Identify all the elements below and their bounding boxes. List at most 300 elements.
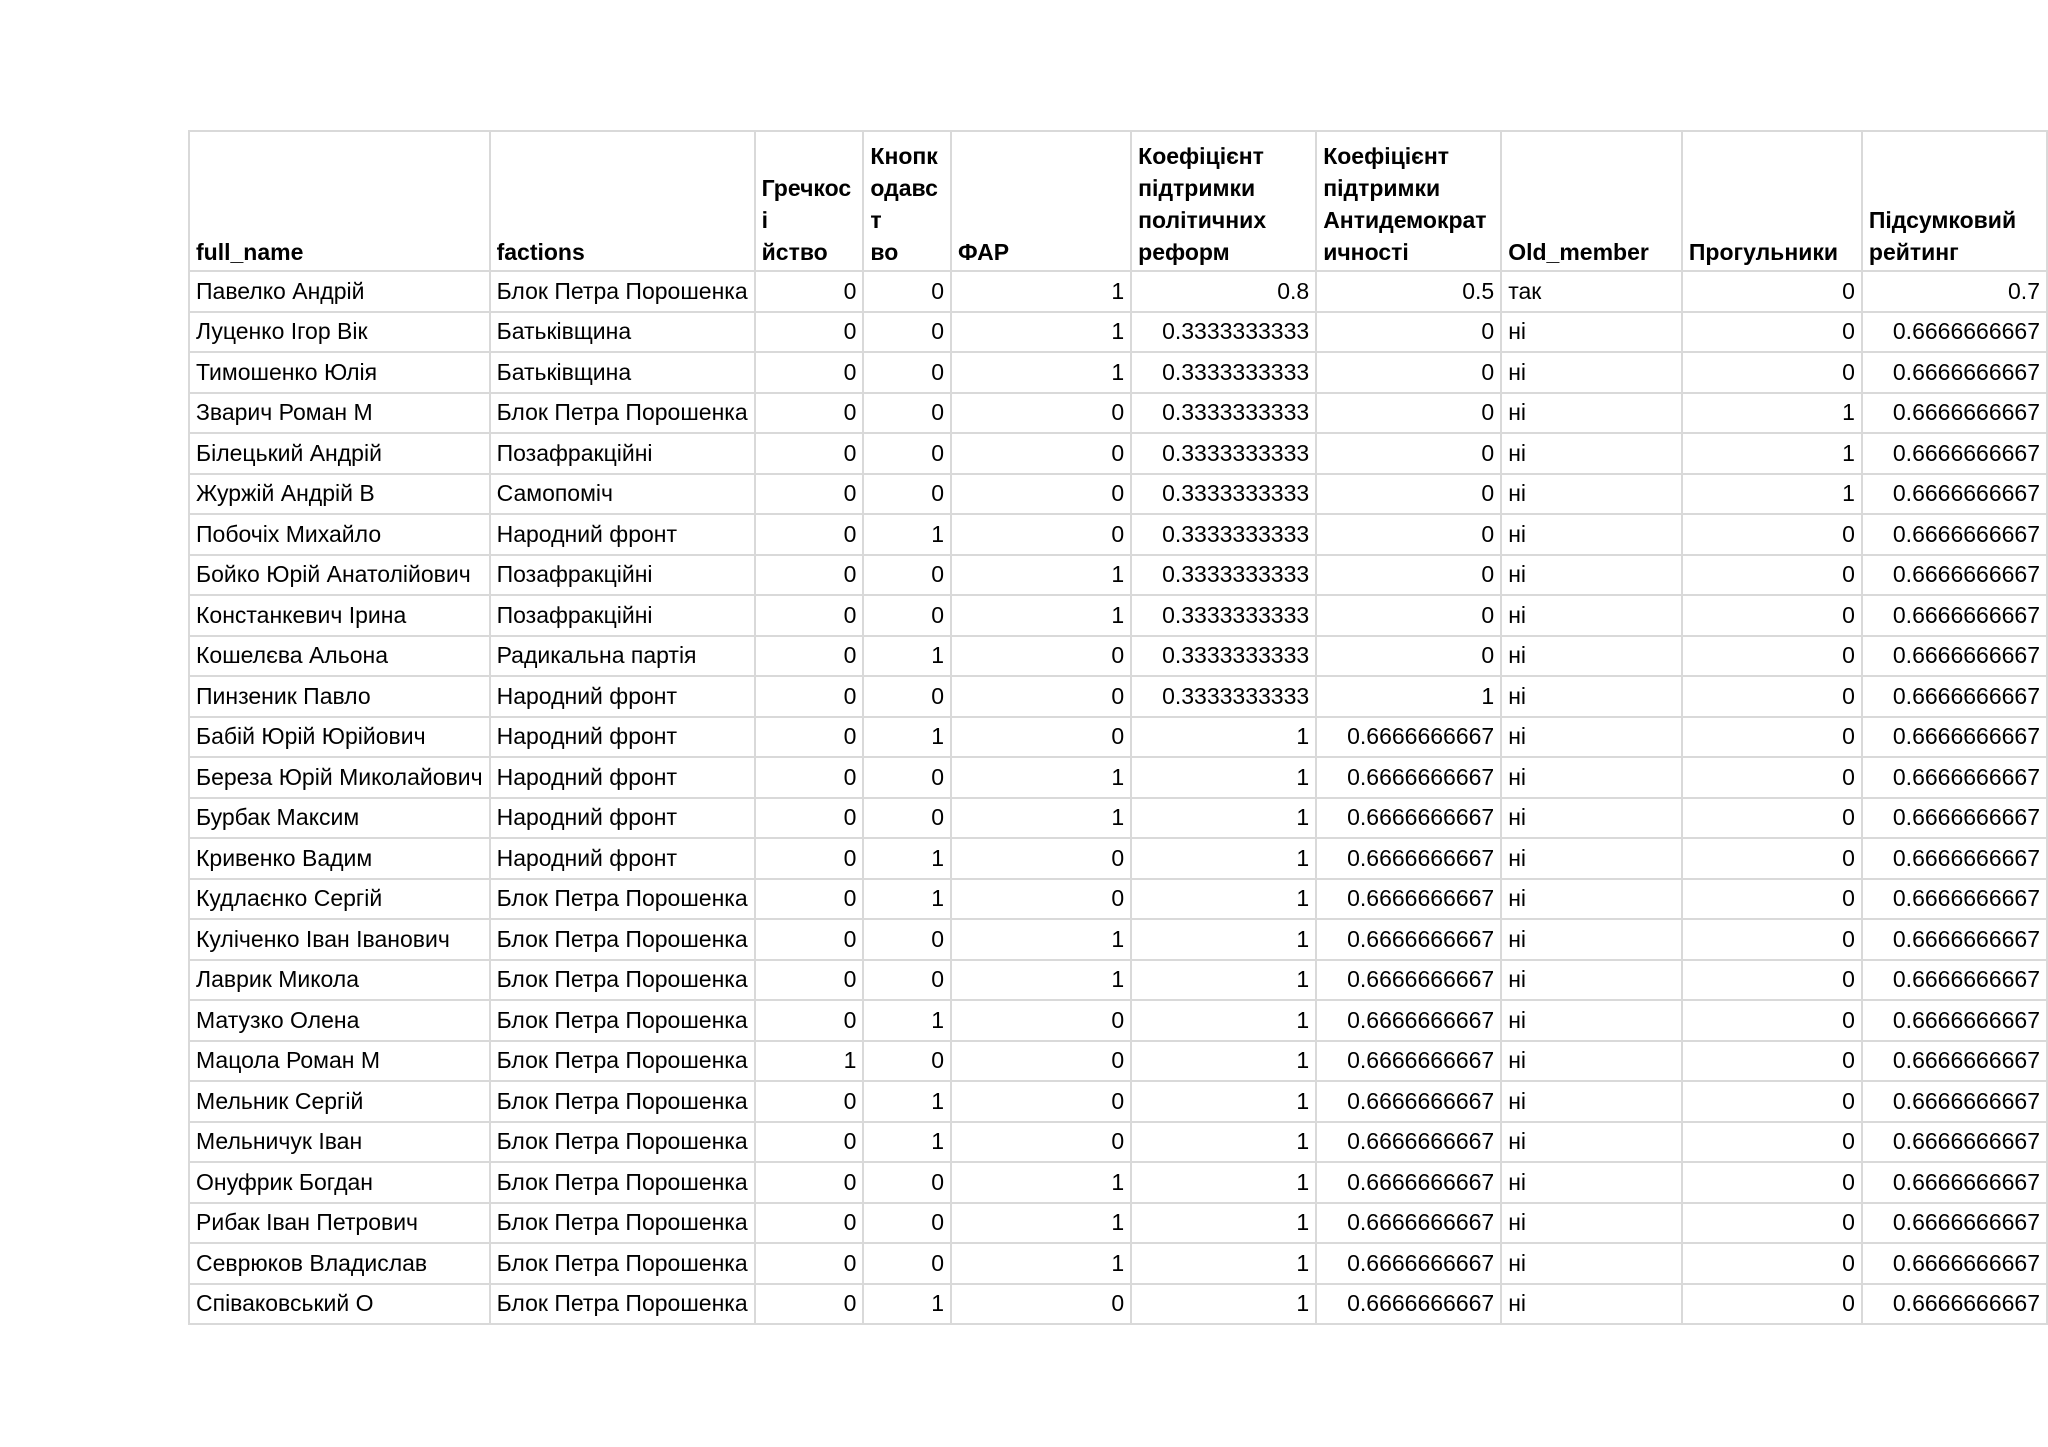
cell-reform-support[interactable]: 1 xyxy=(1131,960,1316,1001)
cell-final-rating[interactable]: 0.6666666667 xyxy=(1862,1203,2047,1244)
cell-reform-support[interactable]: 1 xyxy=(1131,1284,1316,1325)
cell-antidemocracy[interactable]: 0.6666666667 xyxy=(1316,879,1501,920)
cell-grechkosiystvo[interactable]: 0 xyxy=(755,474,864,515)
header-knopkodavstvo[interactable] xyxy=(863,131,951,271)
cell-antidemocracy[interactable]: 0.6666666667 xyxy=(1316,757,1501,798)
cell-knopkodavstvo[interactable]: 1 xyxy=(863,1122,951,1163)
cell-faction[interactable]: Блок Петра Порошенка xyxy=(490,1000,755,1041)
cell-far[interactable]: 1 xyxy=(951,1203,1131,1244)
cell-antidemocracy[interactable]: 0 xyxy=(1316,352,1501,393)
cell-reform-support[interactable]: 0.3333333333 xyxy=(1131,514,1316,555)
cell-absentees[interactable]: 0 xyxy=(1682,919,1862,960)
cell-far[interactable]: 0 xyxy=(951,474,1131,515)
cell-reform-support[interactable]: 0.3333333333 xyxy=(1131,312,1316,353)
cell-antidemocracy[interactable]: 0 xyxy=(1316,393,1501,434)
header-line: Гречкосі xyxy=(761,175,852,233)
cell-final-rating[interactable]: 0.6666666667 xyxy=(1862,312,2047,353)
cell-final-rating[interactable]: 0.6666666667 xyxy=(1862,1000,2047,1041)
cell-reform-support[interactable]: 1 xyxy=(1131,1162,1316,1203)
header-full-name[interactable] xyxy=(189,131,490,271)
cell-antidemocracy[interactable]: 0.6666666667 xyxy=(1316,798,1501,839)
cell-old-member[interactable]: ні xyxy=(1501,352,1682,393)
cell-full-name[interactable]: Лаврик Микола xyxy=(189,960,490,1001)
table-body xyxy=(189,271,2047,1324)
cell-final-rating[interactable]: 0.6666666667 xyxy=(1862,676,2047,717)
cell-old-member[interactable]: ні xyxy=(1501,514,1682,555)
cell-antidemocracy[interactable]: 0.6666666667 xyxy=(1316,1081,1501,1122)
cell-grechkosiystvo[interactable]: 0 xyxy=(755,555,864,596)
cell-knopkodavstvo[interactable]: 1 xyxy=(863,636,951,677)
cell-far[interactable]: 1 xyxy=(951,352,1131,393)
cell-far[interactable]: 0 xyxy=(951,393,1131,434)
cell-far[interactable]: 0 xyxy=(951,1122,1131,1163)
cell-full-name[interactable]: Мельник Сергій xyxy=(189,1081,490,1122)
cell-absentees[interactable]: 0 xyxy=(1682,1162,1862,1203)
cell-old-member[interactable]: ні xyxy=(1501,757,1682,798)
cell-absentees[interactable]: 0 xyxy=(1682,1041,1862,1082)
cell-absentees[interactable]: 1 xyxy=(1682,474,1862,515)
cell-antidemocracy[interactable]: 0.6666666667 xyxy=(1316,1284,1501,1325)
cell-absentees[interactable]: 1 xyxy=(1682,433,1862,474)
cell-old-member[interactable]: ні xyxy=(1501,474,1682,515)
cell-faction[interactable]: Народний фронт xyxy=(490,757,755,798)
header-antidemocracy[interactable] xyxy=(1316,131,1501,271)
cell-far[interactable]: 0 xyxy=(951,838,1131,879)
cell-faction[interactable]: Блок Петра Порошенка xyxy=(490,393,755,434)
cell-final-rating[interactable]: 0.6666666667 xyxy=(1862,595,2047,636)
cell-far[interactable]: 0 xyxy=(951,717,1131,758)
cell-knopkodavstvo[interactable]: 0 xyxy=(863,595,951,636)
cell-faction[interactable]: Блок Петра Порошенка xyxy=(490,919,755,960)
cell-final-rating[interactable]: 0.6666666667 xyxy=(1862,919,2047,960)
cell-reform-support[interactable]: 1 xyxy=(1131,919,1316,960)
cell-final-rating[interactable]: 0.6666666667 xyxy=(1862,636,2047,677)
cell-knopkodavstvo[interactable]: 0 xyxy=(863,960,951,1001)
cell-reform-support[interactable]: 0.3333333333 xyxy=(1131,555,1316,596)
table-row xyxy=(189,1284,2047,1325)
header-line: одавст xyxy=(870,175,938,233)
cell-old-member[interactable]: ні xyxy=(1501,1243,1682,1284)
cell-old-member[interactable]: ні xyxy=(1501,1000,1682,1041)
cell-grechkosiystvo[interactable]: 0 xyxy=(755,757,864,798)
cell-far[interactable]: 1 xyxy=(951,595,1131,636)
cell-far[interactable]: 0 xyxy=(951,879,1131,920)
cell-old-member[interactable]: ні xyxy=(1501,676,1682,717)
cell-faction[interactable]: Блок Петра Порошенка xyxy=(490,1284,755,1325)
cell-knopkodavstvo[interactable]: 0 xyxy=(863,271,951,312)
cell-grechkosiystvo[interactable]: 0 xyxy=(755,1203,864,1244)
cell-final-rating[interactable]: 0.6666666667 xyxy=(1862,838,2047,879)
cell-final-rating[interactable]: 0.6666666667 xyxy=(1862,798,2047,839)
cell-reform-support[interactable]: 0.8 xyxy=(1131,271,1316,312)
cell-faction[interactable]: Блок Петра Порошенка xyxy=(490,1162,755,1203)
cell-full-name[interactable]: Тимошенко Юлія xyxy=(189,352,490,393)
cell-faction[interactable]: Народний фронт xyxy=(490,717,755,758)
cell-knopkodavstvo[interactable]: 0 xyxy=(863,1203,951,1244)
cell-full-name[interactable]: Матузко Олена xyxy=(189,1000,490,1041)
header-reform-support[interactable] xyxy=(1131,131,1316,271)
cell-absentees[interactable]: 0 xyxy=(1682,838,1862,879)
cell-full-name[interactable]: Констанкевич Ірина xyxy=(189,595,490,636)
cell-absentees[interactable]: 0 xyxy=(1682,514,1862,555)
table-row xyxy=(189,555,2047,596)
cell-knopkodavstvo[interactable]: 0 xyxy=(863,757,951,798)
cell-faction[interactable]: Позафракційні xyxy=(490,555,755,596)
cell-grechkosiystvo[interactable]: 0 xyxy=(755,960,864,1001)
cell-old-member[interactable]: ні xyxy=(1501,960,1682,1001)
cell-far[interactable]: 0 xyxy=(951,1081,1131,1122)
cell-faction[interactable]: Блок Петра Порошенка xyxy=(490,1122,755,1163)
cell-old-member[interactable]: ні xyxy=(1501,433,1682,474)
header-final-rating[interactable] xyxy=(1862,131,2047,271)
cell-full-name[interactable]: Журжій Андрій В xyxy=(189,474,490,515)
cell-full-name[interactable]: Кудлаєнко Сергій xyxy=(189,879,490,920)
cell-absentees[interactable]: 0 xyxy=(1682,798,1862,839)
cell-final-rating[interactable]: 0.6666666667 xyxy=(1862,433,2047,474)
table-row xyxy=(189,1041,2047,1082)
header-line: Old_member xyxy=(1508,239,1649,265)
cell-knopkodavstvo[interactable]: 0 xyxy=(863,352,951,393)
cell-old-member[interactable]: так xyxy=(1501,271,1682,312)
cell-full-name[interactable]: Рибак Іван Петрович xyxy=(189,1203,490,1244)
cell-full-name[interactable]: Бурбак Максим xyxy=(189,798,490,839)
cell-grechkosiystvo[interactable]: 0 xyxy=(755,1000,864,1041)
cell-reform-support[interactable]: 0.3333333333 xyxy=(1131,676,1316,717)
cell-grechkosiystvo[interactable]: 0 xyxy=(755,879,864,920)
cell-absentees[interactable]: 0 xyxy=(1682,879,1862,920)
cell-grechkosiystvo[interactable]: 0 xyxy=(755,919,864,960)
cell-final-rating[interactable]: 0.6666666667 xyxy=(1862,1243,2047,1284)
cell-grechkosiystvo[interactable]: 0 xyxy=(755,1284,864,1325)
cell-faction[interactable]: Блок Петра Порошенка xyxy=(490,271,755,312)
cell-antidemocracy[interactable]: 0.6666666667 xyxy=(1316,717,1501,758)
cell-far[interactable]: 1 xyxy=(951,1162,1131,1203)
cell-knopkodavstvo[interactable]: 1 xyxy=(863,1284,951,1325)
table-row xyxy=(189,676,2047,717)
cell-final-rating[interactable]: 0.6666666667 xyxy=(1862,393,2047,434)
cell-full-name[interactable]: Кривенко Вадим xyxy=(189,838,490,879)
header-line: ФАР xyxy=(958,239,1010,265)
cell-reform-support[interactable]: 0.3333333333 xyxy=(1131,393,1316,434)
header-factions[interactable] xyxy=(490,131,755,271)
cell-grechkosiystvo[interactable]: 0 xyxy=(755,595,864,636)
cell-reform-support[interactable]: 1 xyxy=(1131,1243,1316,1284)
cell-grechkosiystvo[interactable]: 0 xyxy=(755,271,864,312)
cell-full-name[interactable]: Співаковський О xyxy=(189,1284,490,1325)
cell-faction[interactable]: Блок Петра Порошенка xyxy=(490,1081,755,1122)
cell-reform-support[interactable]: 1 xyxy=(1131,838,1316,879)
cell-reform-support[interactable]: 1 xyxy=(1131,1000,1316,1041)
cell-antidemocracy[interactable]: 0 xyxy=(1316,595,1501,636)
header-line: йство xyxy=(761,239,828,265)
cell-knopkodavstvo[interactable]: 0 xyxy=(863,1243,951,1284)
cell-antidemocracy[interactable]: 1 xyxy=(1316,676,1501,717)
cell-grechkosiystvo[interactable]: 0 xyxy=(755,312,864,353)
cell-far[interactable]: 0 xyxy=(951,433,1131,474)
cell-grechkosiystvo[interactable]: 0 xyxy=(755,1081,864,1122)
cell-old-member[interactable]: ні xyxy=(1501,312,1682,353)
cell-reform-support[interactable]: 1 xyxy=(1131,717,1316,758)
cell-grechkosiystvo[interactable]: 1 xyxy=(755,1041,864,1082)
cell-absentees[interactable]: 0 xyxy=(1682,1122,1862,1163)
cell-absentees[interactable]: 0 xyxy=(1682,1081,1862,1122)
cell-absentees[interactable]: 0 xyxy=(1682,352,1862,393)
table-row xyxy=(189,879,2047,920)
cell-final-rating[interactable]: 0.6666666667 xyxy=(1862,474,2047,515)
cell-faction[interactable]: Батьківщина xyxy=(490,312,755,353)
cell-absentees[interactable]: 1 xyxy=(1682,393,1862,434)
cell-far[interactable]: 0 xyxy=(951,1000,1131,1041)
table-row xyxy=(189,960,2047,1001)
cell-old-member[interactable]: ні xyxy=(1501,838,1682,879)
cell-old-member[interactable]: ні xyxy=(1501,636,1682,677)
cell-absentees[interactable]: 0 xyxy=(1682,555,1862,596)
cell-faction[interactable]: Народний фронт xyxy=(490,514,755,555)
cell-absentees[interactable]: 0 xyxy=(1682,1243,1862,1284)
cell-grechkosiystvo[interactable]: 0 xyxy=(755,1122,864,1163)
cell-final-rating[interactable]: 0.6666666667 xyxy=(1862,1041,2047,1082)
cell-full-name[interactable]: Мельничук Іван xyxy=(189,1122,490,1163)
cell-antidemocracy[interactable]: 0.6666666667 xyxy=(1316,1243,1501,1284)
cell-faction[interactable]: Самопоміч xyxy=(490,474,755,515)
cell-far[interactable]: 1 xyxy=(951,1243,1131,1284)
table-row xyxy=(189,393,2047,434)
cell-antidemocracy[interactable]: 0.6666666667 xyxy=(1316,1122,1501,1163)
cell-absentees[interactable]: 0 xyxy=(1682,271,1862,312)
cell-full-name[interactable]: Онуфрик Богдан xyxy=(189,1162,490,1203)
cell-faction[interactable]: Народний фронт xyxy=(490,676,755,717)
cell-far[interactable]: 1 xyxy=(951,919,1131,960)
cell-old-member[interactable]: ні xyxy=(1501,1122,1682,1163)
header-line: Кнопк xyxy=(870,143,938,169)
cell-antidemocracy[interactable]: 0.6666666667 xyxy=(1316,919,1501,960)
cell-faction[interactable]: Позафракційні xyxy=(490,433,755,474)
cell-full-name[interactable]: Береза Юрій Миколайович xyxy=(189,757,490,798)
cell-far[interactable]: 1 xyxy=(951,798,1131,839)
cell-reform-support[interactable]: 1 xyxy=(1131,1041,1316,1082)
cell-absentees[interactable]: 0 xyxy=(1682,1203,1862,1244)
cell-antidemocracy[interactable]: 0 xyxy=(1316,312,1501,353)
cell-faction[interactable]: Позафракційні xyxy=(490,595,755,636)
cell-final-rating[interactable]: 0.6666666667 xyxy=(1862,1122,2047,1163)
cell-full-name[interactable]: Зварич Роман М xyxy=(189,393,490,434)
header-far[interactable] xyxy=(951,131,1131,271)
cell-far[interactable]: 1 xyxy=(951,960,1131,1001)
cell-old-member[interactable]: ні xyxy=(1501,393,1682,434)
cell-antidemocracy[interactable]: 0.5 xyxy=(1316,271,1501,312)
cell-knopkodavstvo[interactable]: 0 xyxy=(863,1162,951,1203)
cell-grechkosiystvo[interactable]: 0 xyxy=(755,676,864,717)
cell-far[interactable]: 1 xyxy=(951,271,1131,312)
cell-antidemocracy[interactable]: 0 xyxy=(1316,433,1501,474)
cell-faction[interactable]: Блок Петра Порошенка xyxy=(490,1203,755,1244)
cell-antidemocracy[interactable]: 0.6666666667 xyxy=(1316,838,1501,879)
cell-far[interactable]: 0 xyxy=(951,514,1131,555)
cell-reform-support[interactable]: 0.3333333333 xyxy=(1131,474,1316,515)
cell-reform-support[interactable]: 1 xyxy=(1131,1122,1316,1163)
cell-full-name[interactable]: Мацола Роман М xyxy=(189,1041,490,1082)
cell-knopkodavstvo[interactable]: 1 xyxy=(863,838,951,879)
cell-old-member[interactable]: ні xyxy=(1501,555,1682,596)
cell-old-member[interactable]: ні xyxy=(1501,879,1682,920)
cell-final-rating[interactable]: 0.6666666667 xyxy=(1862,960,2047,1001)
cell-full-name[interactable]: Пинзеник Павло xyxy=(189,676,490,717)
cell-faction[interactable]: Блок Петра Порошенка xyxy=(490,879,755,920)
header-grechkosiystvo[interactable] xyxy=(755,131,864,271)
cell-old-member[interactable]: ні xyxy=(1501,595,1682,636)
cell-grechkosiystvo[interactable]: 0 xyxy=(755,1162,864,1203)
cell-full-name[interactable]: Бабій Юрій Юрійович xyxy=(189,717,490,758)
cell-far[interactable]: 1 xyxy=(951,312,1131,353)
cell-knopkodavstvo[interactable]: 0 xyxy=(863,1041,951,1082)
header-absentees[interactable] xyxy=(1682,131,1862,271)
cell-absentees[interactable]: 0 xyxy=(1682,960,1862,1001)
cell-antidemocracy[interactable]: 0.6666666667 xyxy=(1316,1000,1501,1041)
table-row xyxy=(189,757,2047,798)
table-row xyxy=(189,838,2047,879)
cell-grechkosiystvo[interactable]: 0 xyxy=(755,838,864,879)
cell-final-rating[interactable]: 0.6666666667 xyxy=(1862,757,2047,798)
cell-far[interactable]: 1 xyxy=(951,555,1131,596)
header-line: політичних xyxy=(1138,207,1267,233)
header-line: Коефіцієнт xyxy=(1323,143,1449,169)
cell-knopkodavstvo[interactable]: 1 xyxy=(863,1081,951,1122)
cell-grechkosiystvo[interactable]: 0 xyxy=(755,798,864,839)
header-line: factions xyxy=(496,239,585,265)
cell-antidemocracy[interactable]: 0 xyxy=(1316,636,1501,677)
cell-absentees[interactable]: 0 xyxy=(1682,717,1862,758)
cell-grechkosiystvo[interactable]: 0 xyxy=(755,352,864,393)
cell-full-name[interactable]: Севрюков Владислав xyxy=(189,1243,490,1284)
cell-antidemocracy[interactable]: 0.6666666667 xyxy=(1316,1162,1501,1203)
cell-grechkosiystvo[interactable]: 0 xyxy=(755,717,864,758)
cell-old-member[interactable]: ні xyxy=(1501,1081,1682,1122)
cell-antidemocracy[interactable]: 0.6666666667 xyxy=(1316,960,1501,1001)
cell-grechkosiystvo[interactable]: 0 xyxy=(755,1243,864,1284)
cell-old-member[interactable]: ні xyxy=(1501,717,1682,758)
cell-absentees[interactable]: 0 xyxy=(1682,312,1862,353)
cell-full-name[interactable]: Павелко Андрій xyxy=(189,271,490,312)
cell-full-name[interactable]: Куліченко Іван Іванович xyxy=(189,919,490,960)
cell-knopkodavstvo[interactable]: 0 xyxy=(863,312,951,353)
cell-final-rating[interactable]: 0.6666666667 xyxy=(1862,1284,2047,1325)
table-row xyxy=(189,1162,2047,1203)
header-line: Підсумковий xyxy=(1868,207,2017,233)
cell-reform-support[interactable]: 1 xyxy=(1131,798,1316,839)
cell-knopkodavstvo[interactable]: 1 xyxy=(863,1000,951,1041)
cell-knopkodavstvo[interactable]: 0 xyxy=(863,555,951,596)
cell-final-rating[interactable]: 0.6666666667 xyxy=(1862,879,2047,920)
cell-reform-support[interactable]: 1 xyxy=(1131,757,1316,798)
cell-absentees[interactable]: 0 xyxy=(1682,757,1862,798)
header-line: full_name xyxy=(196,239,304,265)
cell-far[interactable]: 0 xyxy=(951,1284,1131,1325)
cell-absentees[interactable]: 0 xyxy=(1682,676,1862,717)
cell-far[interactable]: 0 xyxy=(951,636,1131,677)
cell-knopkodavstvo[interactable]: 0 xyxy=(863,393,951,434)
cell-faction[interactable]: Блок Петра Порошенка xyxy=(490,1041,755,1082)
cell-knopkodavstvo[interactable]: 0 xyxy=(863,433,951,474)
cell-grechkosiystvo[interactable]: 0 xyxy=(755,636,864,677)
cell-grechkosiystvo[interactable]: 0 xyxy=(755,393,864,434)
cell-knopkodavstvo[interactable]: 0 xyxy=(863,919,951,960)
cell-old-member[interactable]: ні xyxy=(1501,1284,1682,1325)
cell-old-member[interactable]: ні xyxy=(1501,919,1682,960)
spreadsheet-table xyxy=(188,130,2048,1325)
cell-absentees[interactable]: 0 xyxy=(1682,636,1862,677)
cell-reform-support[interactable]: 1 xyxy=(1131,1081,1316,1122)
cell-faction[interactable]: Батьківщина xyxy=(490,352,755,393)
cell-final-rating[interactable]: 0.6666666667 xyxy=(1862,1162,2047,1203)
cell-knopkodavstvo[interactable]: 1 xyxy=(863,717,951,758)
cell-old-member[interactable]: ні xyxy=(1501,1162,1682,1203)
cell-final-rating[interactable]: 0.6666666667 xyxy=(1862,352,2047,393)
cell-old-member[interactable]: ні xyxy=(1501,798,1682,839)
cell-knopkodavstvo[interactable]: 0 xyxy=(863,676,951,717)
table-row xyxy=(189,433,2047,474)
table-row xyxy=(189,1081,2047,1122)
cell-far[interactable]: 1 xyxy=(951,757,1131,798)
cell-knopkodavstvo[interactable]: 1 xyxy=(863,514,951,555)
cell-full-name[interactable]: Луценко Ігор Вік xyxy=(189,312,490,353)
cell-final-rating[interactable]: 0.7 xyxy=(1862,271,2047,312)
cell-absentees[interactable]: 0 xyxy=(1682,595,1862,636)
header-old-member[interactable] xyxy=(1501,131,1682,271)
cell-final-rating[interactable]: 0.6666666667 xyxy=(1862,514,2047,555)
cell-far[interactable]: 0 xyxy=(951,676,1131,717)
cell-faction[interactable]: Радикальна партія xyxy=(490,636,755,677)
cell-faction[interactable]: Народний фронт xyxy=(490,838,755,879)
cell-final-rating[interactable]: 0.6666666667 xyxy=(1862,1081,2047,1122)
cell-grechkosiystvo[interactable]: 0 xyxy=(755,514,864,555)
cell-grechkosiystvo[interactable]: 0 xyxy=(755,433,864,474)
cell-final-rating[interactable]: 0.6666666667 xyxy=(1862,555,2047,596)
table-row xyxy=(189,636,2047,677)
cell-faction[interactable]: Народний фронт xyxy=(490,798,755,839)
cell-reform-support[interactable]: 1 xyxy=(1131,879,1316,920)
cell-reform-support[interactable]: 0.3333333333 xyxy=(1131,636,1316,677)
cell-reform-support[interactable]: 0.3333333333 xyxy=(1131,352,1316,393)
table-row xyxy=(189,474,2047,515)
cell-faction[interactable]: Блок Петра Порошенка xyxy=(490,1243,755,1284)
cell-reform-support[interactable]: 1 xyxy=(1131,1203,1316,1244)
cell-full-name[interactable]: Бойко Юрій Анатолійович xyxy=(189,555,490,596)
cell-antidemocracy[interactable]: 0 xyxy=(1316,555,1501,596)
cell-antidemocracy[interactable]: 0 xyxy=(1316,514,1501,555)
cell-knopkodavstvo[interactable]: 1 xyxy=(863,879,951,920)
cell-antidemocracy[interactable]: 0.6666666667 xyxy=(1316,1041,1501,1082)
cell-knopkodavstvo[interactable]: 0 xyxy=(863,798,951,839)
cell-faction[interactable]: Блок Петра Порошенка xyxy=(490,960,755,1001)
cell-antidemocracy[interactable]: 0 xyxy=(1316,474,1501,515)
table-row xyxy=(189,1243,2047,1284)
cell-reform-support[interactable]: 0.3333333333 xyxy=(1131,595,1316,636)
cell-antidemocracy[interactable]: 0.6666666667 xyxy=(1316,1203,1501,1244)
cell-absentees[interactable]: 0 xyxy=(1682,1284,1862,1325)
cell-far[interactable]: 0 xyxy=(951,1041,1131,1082)
header-line: во xyxy=(870,239,899,265)
cell-reform-support[interactable]: 0.3333333333 xyxy=(1131,433,1316,474)
cell-old-member[interactable]: ні xyxy=(1501,1041,1682,1082)
cell-knopkodavstvo[interactable]: 0 xyxy=(863,474,951,515)
cell-full-name[interactable]: Кошелєва Альона xyxy=(189,636,490,677)
table-row xyxy=(189,919,2047,960)
cell-final-rating[interactable]: 0.6666666667 xyxy=(1862,717,2047,758)
cell-absentees[interactable]: 0 xyxy=(1682,1000,1862,1041)
cell-full-name[interactable]: Білецький Андрій xyxy=(189,433,490,474)
cell-full-name[interactable]: Побочіх Михайло xyxy=(189,514,490,555)
cell-old-member[interactable]: ні xyxy=(1501,1203,1682,1244)
